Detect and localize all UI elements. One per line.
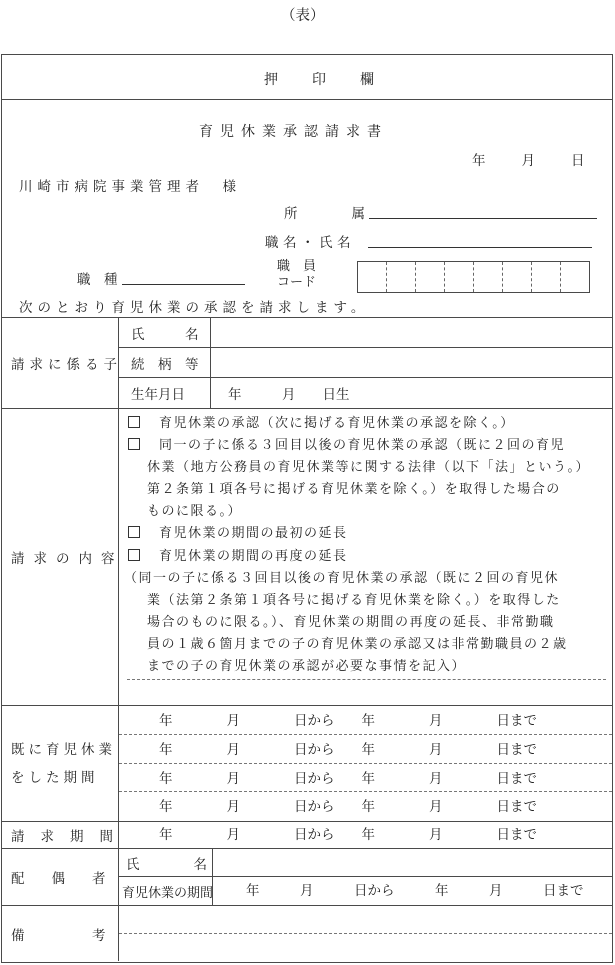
jobtitle-name-input-line[interactable] (368, 231, 592, 248)
spouse-section-label-text: 配 偶 者 (11, 871, 106, 886)
request-note-line: 業（法第２条第１項各号に掲げる育児休業を除く。）を取得した (147, 591, 561, 607)
request-option-line (127, 434, 606, 456)
spouse-period-label: 育児休業の期間 (119, 877, 213, 905)
request-note-line: 場合のものに限る。）、育児休業の期間の再度の延長、非常勤職 (147, 613, 555, 629)
form-header-section (2, 100, 612, 318)
past-leave-label-line2: をした期間 (11, 769, 99, 785)
request-period-body (119, 822, 612, 848)
request-period-label (2, 822, 129, 848)
spouse-name-value[interactable] (213, 849, 612, 876)
checkbox[interactable] (128, 549, 140, 561)
child-section (2, 318, 612, 409)
request-option-line (127, 522, 606, 544)
child-birthdate-row (119, 378, 612, 408)
affiliation-label: 所 属 (284, 206, 365, 221)
form-title: 育児休業承認請求書 (199, 125, 388, 140)
request-option-continuation: ものに限る。） (147, 503, 243, 519)
remarks-body (119, 906, 612, 961)
spouse-section-body (119, 849, 612, 905)
checkbox[interactable] (128, 416, 140, 428)
job-type-label: 職 種 (77, 272, 118, 287)
page-side-label: （表） (281, 8, 325, 24)
request-option-text: 同一の子に係る３回目以後の育児休業の承認（既に２回の育児 (159, 437, 566, 453)
request-content-label (2, 409, 124, 705)
date-field[interactable] (472, 149, 585, 169)
request-content-section (2, 409, 612, 706)
child-section-label (2, 318, 122, 408)
remarks-fill-area-bottom[interactable] (119, 934, 612, 961)
request-option-text: 育児休業の承認（次に掲げる育児休業の承認を除く。） (159, 415, 515, 430)
employee-code-label-line1: 職 員 (277, 258, 317, 273)
request-option-line (127, 545, 606, 567)
child-name-row (119, 318, 612, 348)
child-section-label-text: 請求に係る子 (11, 357, 122, 372)
request-period-row[interactable]: 年 月 日から 年 月 日まで (159, 827, 537, 842)
spouse-name-label: 氏 名 (119, 849, 213, 876)
request-option-line (127, 412, 606, 434)
stamp-row[interactable] (2, 55, 612, 100)
spouse-section-label (2, 849, 119, 905)
past-leave-label-text (11, 736, 116, 792)
past-leave-label (2, 706, 119, 821)
past-leave-period-row[interactable]: 年 月 日から 年 月 日まで (119, 735, 612, 764)
past-leave-period-row[interactable]: 年 月 日から 年 月 日まで (159, 799, 537, 815)
spouse-name-row (119, 849, 612, 877)
request-option-continuation: 第２条第１項各号に掲げる育児休業を除く。）を取得した場合の (147, 481, 561, 497)
past-leave-body (119, 706, 612, 821)
employee-code-label (277, 258, 316, 290)
request-option-text: 育児休業の期間の最初の延長 (159, 525, 348, 541)
employee-code-grid (357, 261, 590, 293)
declaration-text: 次のとおり育児休業の承認を請求します。 (19, 300, 370, 315)
request-content-body (119, 409, 612, 705)
employee-code-cell[interactable] (358, 262, 386, 292)
jobtitle-name-label: 職名・氏名 (265, 235, 355, 250)
job-type-input-line[interactable] (122, 268, 245, 285)
child-relation-value[interactable] (211, 348, 612, 377)
employee-code-cell[interactable] (502, 262, 531, 292)
employee-code-cell[interactable] (531, 262, 560, 292)
child-section-body (119, 318, 612, 408)
employee-code-cell[interactable] (386, 262, 415, 292)
employee-code-cell[interactable] (473, 262, 502, 292)
checkbox[interactable] (128, 438, 140, 450)
remarks-section (2, 906, 612, 961)
request-period-section (2, 822, 612, 849)
past-leave-label-line1: 既に育児休業 (11, 741, 116, 757)
addressee-text: 川崎市病院事業管理者 様 (19, 179, 241, 194)
date-day-label: 日 (571, 153, 585, 168)
date-year-label: 年 (472, 153, 486, 168)
past-leave-section (2, 706, 612, 822)
spouse-period-value[interactable]: 年 月 日から 年 月 日まで (246, 883, 584, 898)
spouse-period-row (119, 877, 612, 905)
child-relation-label: 続 柄 等 (119, 348, 211, 377)
child-name-label: 氏 名 (119, 318, 211, 347)
remarks-label-text: 備 考 (11, 927, 106, 943)
affiliation-input-line[interactable] (369, 202, 597, 219)
stamp-column-label: 押 印 欄 (264, 73, 376, 88)
request-option-continuation: 休業（地方公務員の育児休業等に関する法律（以下「法」という。） (147, 459, 591, 475)
request-option-text: 育児休業の期間の再度の延長 (159, 547, 348, 563)
checkbox[interactable] (128, 526, 140, 538)
employee-code-cell[interactable] (415, 262, 444, 292)
request-content-label-text: 請求の内容 (11, 551, 124, 566)
remarks-label (2, 906, 119, 961)
child-birthdate-value[interactable]: 年 月 日生 (228, 387, 350, 402)
child-birthdate-label: 生年月日 (119, 378, 211, 408)
spouse-section (2, 849, 612, 906)
request-note-line: 員の１歳６箇月までの子の育児休業の承認又は非常勤職員の２歳 (147, 635, 568, 651)
request-reason-fill-area[interactable] (127, 680, 606, 705)
request-note-line: （同一の子に係る３回目以後の育児休業の承認（既に２回の育児休 (124, 569, 560, 585)
child-relation-row (119, 348, 612, 378)
request-note-line: までの子の育児休業の承認が必要な事情を記入） (147, 658, 467, 674)
past-leave-period-row[interactable]: 年 月 日から 年 月 日まで (119, 706, 612, 735)
employee-code-label-line2: コード (277, 274, 317, 289)
child-name-value[interactable] (211, 318, 612, 347)
request-form-table (1, 54, 613, 963)
employee-code-cell[interactable] (560, 262, 589, 292)
request-period-label-text: 請求期間 (11, 829, 129, 844)
date-month-label: 月 (521, 153, 535, 168)
employee-code-cell[interactable] (444, 262, 473, 292)
past-leave-period-row[interactable]: 年 月 日から 年 月 日まで (119, 764, 612, 793)
remarks-fill-area-top[interactable] (119, 906, 612, 934)
